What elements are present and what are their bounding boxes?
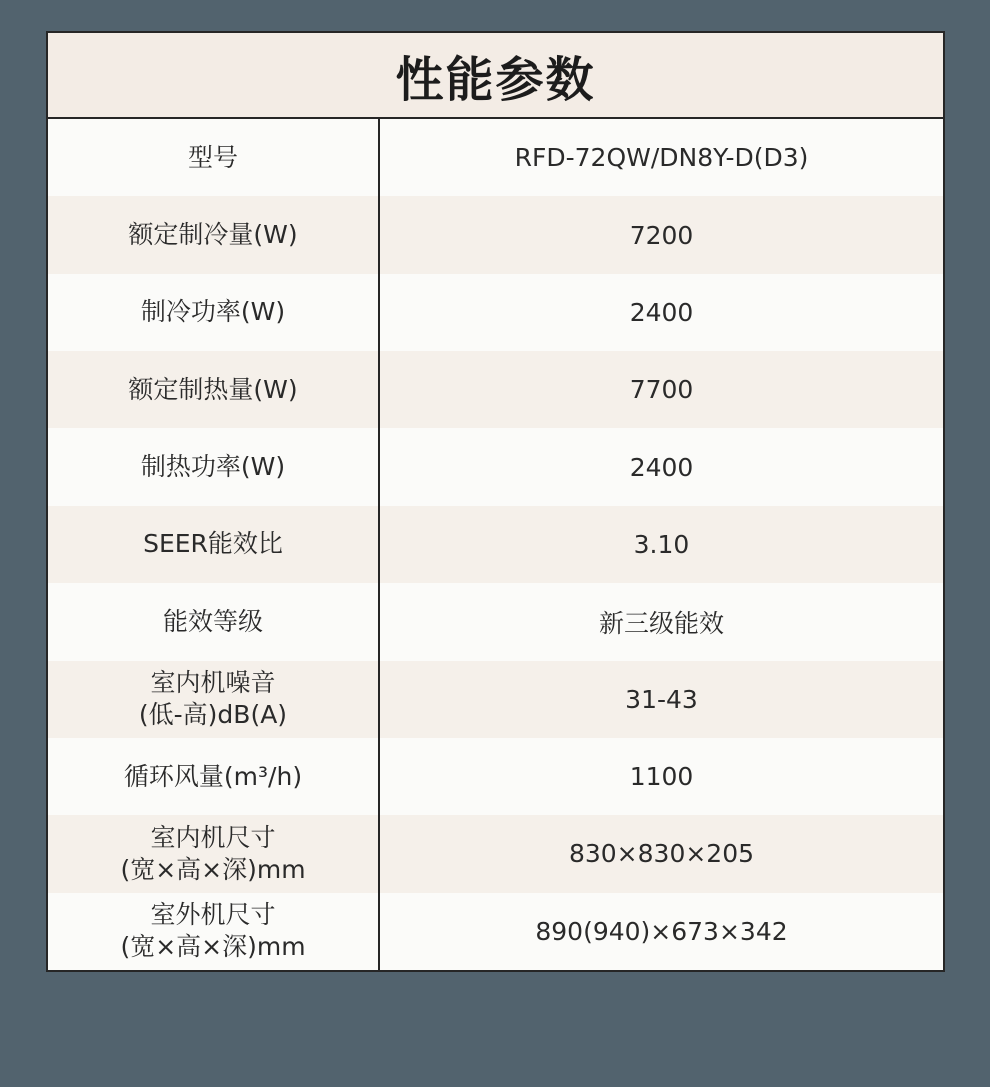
row-value: 新三级能效 <box>598 608 724 638</box>
page-title: 性能参数 <box>395 51 596 108</box>
row-value: 3.10 <box>633 529 690 559</box>
row-label: 型号 <box>187 142 238 172</box>
table-row <box>48 196 943 273</box>
table-row <box>48 506 943 583</box>
row-label: 能效等级 <box>162 606 263 636</box>
row-value: 1100 <box>629 762 694 792</box>
table-row <box>48 661 943 738</box>
row-label: 额定制冷量(W) <box>128 220 298 250</box>
row-label: 室内机噪音 (低-高)dB(A) <box>138 668 288 730</box>
row-label: 室内机尺寸 (宽×高×深)mm <box>120 822 306 884</box>
table-row <box>48 119 943 196</box>
table-row <box>48 428 943 505</box>
column-divider <box>378 119 380 970</box>
row-label: 额定制热量(W) <box>128 374 298 404</box>
row-value: 7200 <box>629 220 694 250</box>
table-row <box>48 351 943 428</box>
table-row <box>48 893 943 970</box>
row-value: RFD-72QW/DN8Y-D(D3) <box>514 143 809 173</box>
row-label: 循环风量(m³/h) <box>123 761 303 791</box>
row-label: 制热功率(W) <box>140 452 286 482</box>
row-value: 830×830×205 <box>568 839 755 869</box>
title-bar <box>48 33 943 119</box>
spec-rows <box>48 119 943 970</box>
spec-table <box>46 31 945 972</box>
row-value: 7700 <box>629 375 694 405</box>
row-value: 2400 <box>629 452 694 482</box>
table-row <box>48 815 943 892</box>
row-value: 890(940)×673×342 <box>535 916 788 946</box>
row-label: 室外机尺寸 (宽×高×深)mm <box>120 900 306 962</box>
table-row <box>48 738 943 815</box>
row-label: 制冷功率(W) <box>140 297 286 327</box>
table-row <box>48 583 943 660</box>
table-row <box>48 274 943 351</box>
row-label: SEER能效比 <box>143 529 283 559</box>
row-value: 31-43 <box>625 684 698 714</box>
row-value: 2400 <box>629 297 694 327</box>
